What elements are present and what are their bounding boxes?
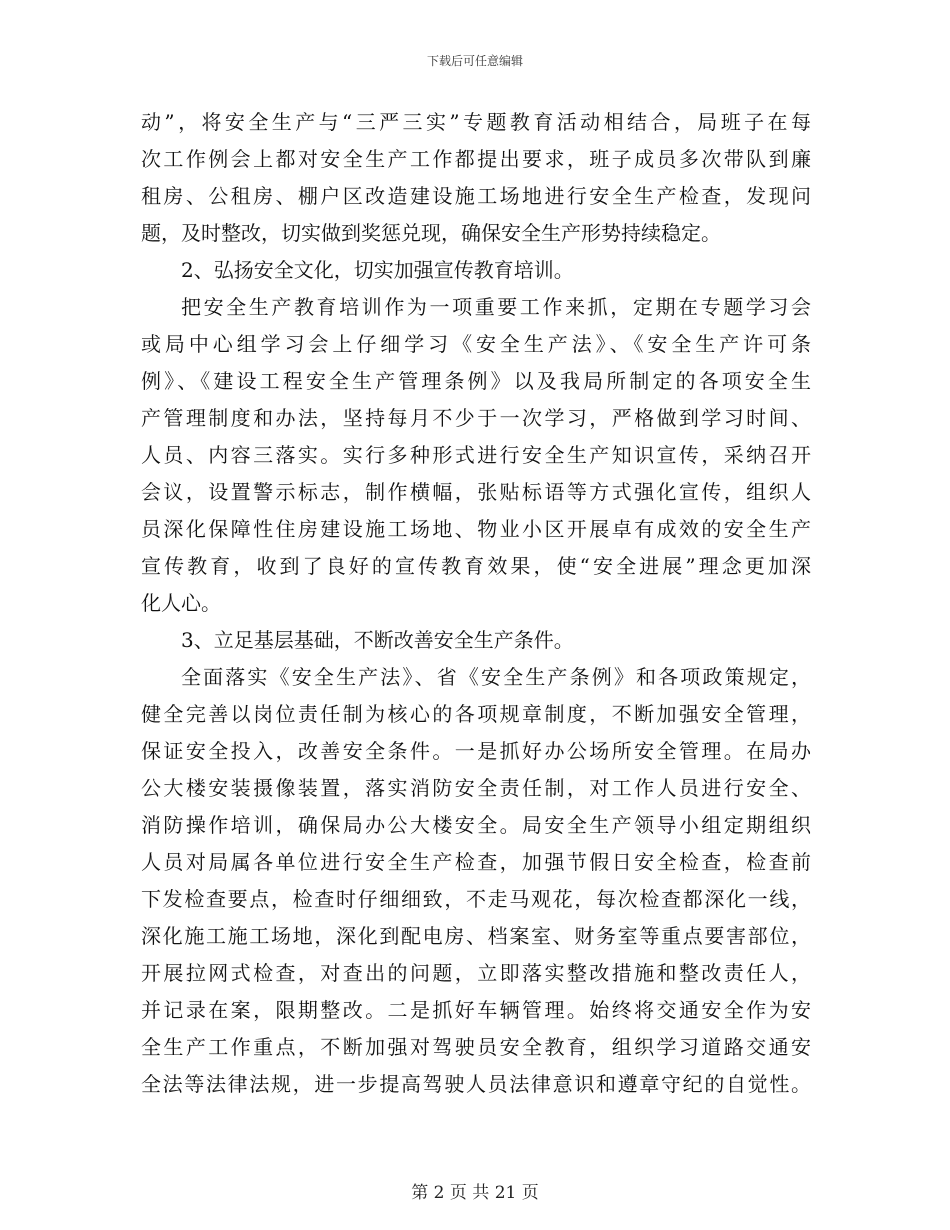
paragraph-line: 下发检查要点，检查时仔细细致，不走马观花，每次检查都深化一线，: [141, 887, 811, 911]
paragraph-line: 化人心。: [141, 591, 221, 615]
paragraph-line: 动”，将安全生产与“三严三实”专题教育活动相结合，局班子在每: [141, 110, 811, 134]
paragraph-line: 并记录在案，限期整改。二是抓好车辆管理。始终将交通安全作为安: [141, 998, 811, 1022]
page-header: 下载后可任意编辑: [426, 54, 523, 68]
paragraph-line: 例》、《建设工程安全生产管理条例》以及我局所制定的各项安全生: [141, 369, 811, 393]
paragraph-line: 会议，设置警示标志，制作横幅，张贴标语等方式强化宣传，组织人: [141, 480, 811, 504]
document-body: [141, 104, 811, 1103]
paragraph-line: 把安全生产教育培训作为一项重要工作来抓，定期在专题学习会: [181, 295, 811, 319]
paragraph-line: 产管理制度和办法，坚持每月不少于一次学习，严格做到学习时间、: [141, 406, 811, 430]
paragraph-line: 题，及时整改，切实做到奖惩兑现，确保安全生产形势持续稳定。: [141, 221, 721, 245]
paragraph-line: 健全完善以岗位责任制为核心的各项规章制度，不断加强安全管理，: [141, 702, 811, 726]
paragraph-line: 宣传教育，收到了良好的宣传教育效果，使“安全进展”理念更加深: [141, 554, 811, 578]
section-heading: 3、立足基层基础，不断改善安全生产条件。: [181, 628, 574, 652]
paragraph-line: 开展拉网式检查，对查出的问题，立即落实整改措施和整改责任人，: [141, 961, 811, 985]
paragraph-line: 深化施工施工场地，深化到配电房、档案室、财务室等重点要害部位，: [141, 924, 811, 948]
paragraph-line: 全面落实《安全生产法》、省《安全生产条例》和各项政策规定，: [181, 665, 811, 689]
section-heading: 2、弘扬安全文化，切实加强宣传教育培训。: [181, 258, 574, 282]
paragraph-line: 次工作例会上都对安全生产工作都提出要求，班子成员多次带队到廉: [141, 147, 811, 171]
paragraph-line: 保证安全投入，改善安全条件。一是抓好办公场所安全管理。在局办: [141, 739, 811, 763]
paragraph-line: 员深化保障性住房建设施工场地、物业小区开展卓有成效的安全生产: [141, 517, 811, 541]
paragraph-line: 全生产工作重点，不断加强对驾驶员安全教育，组织学习道路交通安: [141, 1035, 811, 1059]
paragraph-line: 公大楼安装摄像装置，落实消防安全责任制，对工作人员进行安全、: [141, 776, 811, 800]
paragraph-line: 人员、内容三落实。实行多种形式进行安全生产知识宣传，采纳召开: [141, 443, 811, 467]
paragraph-line: 或局中心组学习会上仔细学习《安全生产法》、《安全生产许可条: [141, 332, 811, 356]
paragraph-line: 人员对局属各单位进行安全生产检查，加强节假日安全检查，检查前: [141, 850, 811, 874]
paragraph-line: 消防操作培训，确保局办公大楼安全。局安全生产领导小组定期组织: [141, 813, 811, 837]
page-number-footer: 第 2 页 共 21 页: [411, 1183, 539, 1203]
paragraph-line: 租房、公租房、棚户区改造建设施工场地进行安全生产检查，发现问: [141, 184, 811, 208]
paragraph-line: 全法等法律法规，进一步提高驾驶人员法律意识和遵章守纪的自觉性。: [141, 1072, 811, 1096]
